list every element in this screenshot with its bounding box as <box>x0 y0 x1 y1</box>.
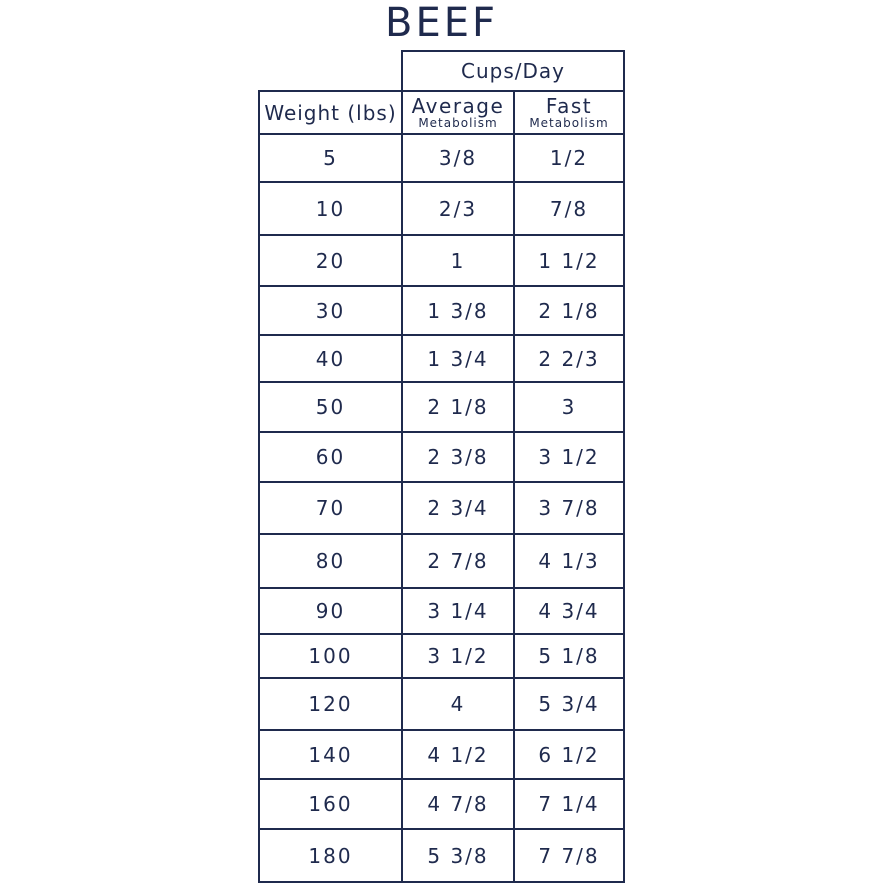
weight-cell: 5 <box>258 133 403 183</box>
average-cell: 2 1/8 <box>401 381 515 433</box>
average-metabolism-header <box>401 90 515 135</box>
average-cell: 3 1/2 <box>401 633 515 679</box>
weight-cell: 120 <box>258 677 403 731</box>
fast-cell: 1/2 <box>513 133 625 183</box>
average-cell: 2 3/4 <box>401 481 515 535</box>
average-cell: 4 1/2 <box>401 729 515 780</box>
weight-cell: 50 <box>258 381 403 433</box>
average-cell: 2/3 <box>401 181 515 236</box>
average-cell: 4 <box>401 677 515 731</box>
weight-cell: 40 <box>258 334 403 383</box>
average-cell: 4 7/8 <box>401 778 515 830</box>
average-cell: 1 <box>401 234 515 287</box>
fast-cell: 3 1/2 <box>513 431 625 483</box>
weight-cell: 10 <box>258 181 403 236</box>
average-cell: 5 3/8 <box>401 828 515 883</box>
weight-cell: 140 <box>258 729 403 780</box>
weight-column-header: Weight (lbs) <box>258 90 403 135</box>
fast-cell: 5 1/8 <box>513 633 625 679</box>
average-cell: 2 3/8 <box>401 431 515 483</box>
weight-cell: 20 <box>258 234 403 287</box>
fast-label: Fast <box>545 93 593 118</box>
fast-cell: 1 1/2 <box>513 234 625 287</box>
fast-cell: 2 1/8 <box>513 285 625 336</box>
weight-cell: 60 <box>258 431 403 483</box>
fast-metabolism-header <box>513 90 625 135</box>
fast-cell: 6 1/2 <box>513 729 625 780</box>
average-cell: 1 3/8 <box>401 285 515 336</box>
fast-metabolism-label: Metabolism <box>529 115 609 130</box>
fast-cell: 3 7/8 <box>513 481 625 535</box>
weight-cell: 100 <box>258 633 403 679</box>
fast-cell: 7 1/4 <box>513 778 625 830</box>
fast-cell: 7 7/8 <box>513 828 625 883</box>
average-metabolism-label: Metabolism <box>418 115 498 130</box>
weight-cell: 180 <box>258 828 403 883</box>
weight-cell: 90 <box>258 587 403 635</box>
average-label: Average <box>411 93 505 118</box>
cups-per-day-header: Cups/Day <box>401 50 625 92</box>
average-cell: 1 3/4 <box>401 334 515 383</box>
weight-cell: 30 <box>258 285 403 336</box>
fast-cell: 4 1/3 <box>513 533 625 589</box>
fast-cell: 4 3/4 <box>513 587 625 635</box>
fast-cell: 7/8 <box>513 181 625 236</box>
weight-cell: 70 <box>258 481 403 535</box>
weight-cell: 160 <box>258 778 403 830</box>
fast-cell: 2 2/3 <box>513 334 625 383</box>
average-cell: 3 1/4 <box>401 587 515 635</box>
fast-cell: 5 3/4 <box>513 677 625 731</box>
average-cell: 2 7/8 <box>401 533 515 589</box>
weight-cell: 80 <box>258 533 403 589</box>
average-cell: 3/8 <box>401 133 515 183</box>
fast-cell: 3 <box>513 381 625 433</box>
page-title: BEEF <box>385 0 498 46</box>
